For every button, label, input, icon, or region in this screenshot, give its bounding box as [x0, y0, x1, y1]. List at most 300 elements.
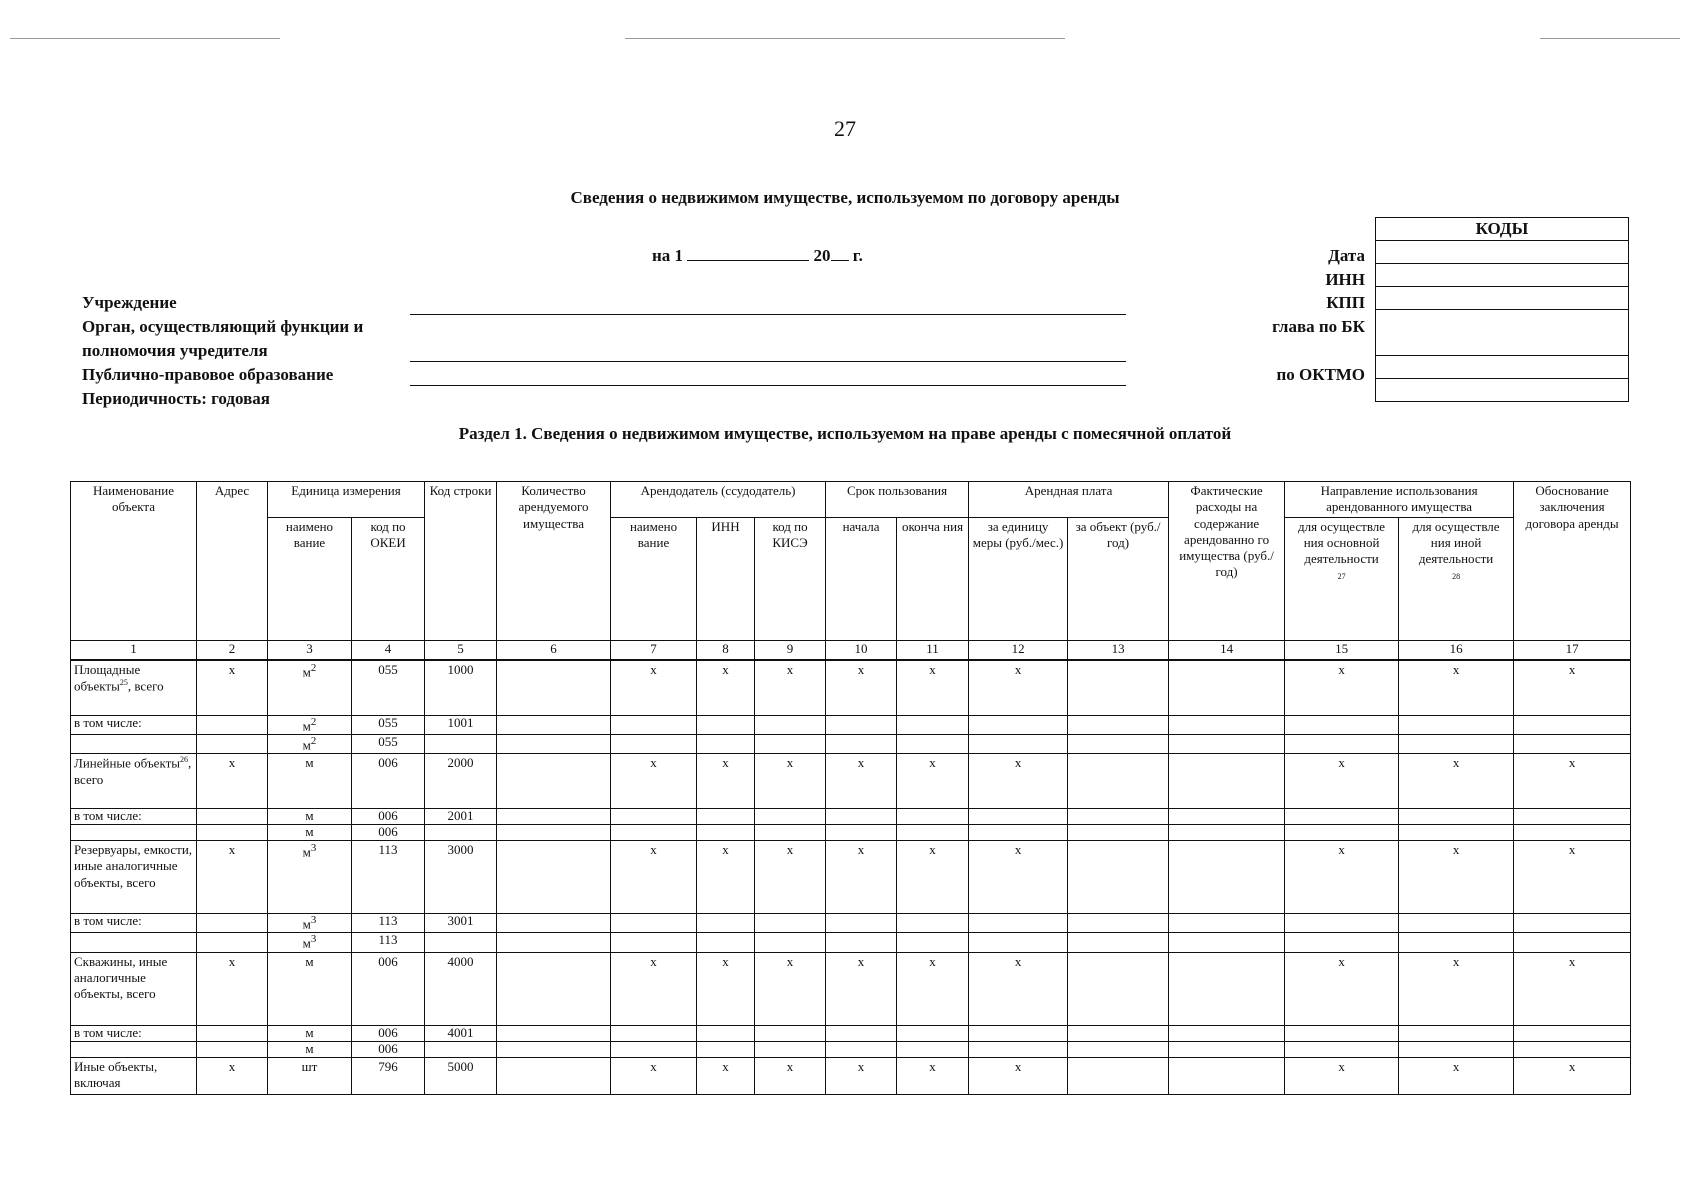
input-cell[interactable] — [611, 914, 697, 933]
codes-date-cell[interactable] — [1376, 241, 1629, 264]
mark-cell: х — [1514, 754, 1631, 809]
table-row-2001 — [71, 809, 1631, 825]
input-cell[interactable] — [897, 1041, 969, 1057]
including-label: в том числе: — [71, 1025, 197, 1041]
table-row-5000 — [71, 1057, 1631, 1094]
input-cell[interactable] — [1514, 809, 1631, 825]
founder-body-field[interactable] — [410, 361, 1126, 362]
codes-inn-cell[interactable] — [1376, 264, 1629, 287]
date-month-blank[interactable] — [687, 246, 809, 261]
line-code-cell: 3001 — [425, 914, 497, 933]
input-cell[interactable] — [755, 1041, 826, 1057]
okei-cell: 055 — [352, 660, 425, 716]
input-cell[interactable] — [1514, 734, 1631, 753]
object-name-cell: Скважины, иные аналогичные объекты, всего — [71, 952, 197, 1025]
header-address: Адрес — [197, 482, 268, 641]
input-cell[interactable] — [697, 734, 755, 753]
input-cell[interactable] — [697, 1041, 755, 1057]
column-number: 14 — [1169, 640, 1285, 660]
okei-cell: 006 — [352, 1025, 425, 1041]
mark-cell: х — [1285, 952, 1399, 1025]
line-code-cell: 2001 — [425, 809, 497, 825]
table-row-1000 — [71, 660, 1631, 716]
table-row-4000 — [71, 952, 1631, 1025]
input-cell[interactable] — [697, 715, 755, 734]
object-name-text: Площадные объекты — [74, 661, 141, 694]
line-code-cell: 4001 — [425, 1025, 497, 1041]
header-quantity: Количество арендуемого имущества — [497, 482, 611, 641]
unit-cell — [268, 841, 352, 914]
input-cell[interactable] — [1169, 933, 1285, 952]
input-cell[interactable] — [1285, 914, 1399, 933]
footnote-mark: 25 — [119, 677, 128, 687]
input-cell[interactable] — [611, 734, 697, 753]
input-cell[interactable] — [1514, 1025, 1631, 1041]
input-cell[interactable] — [1399, 809, 1514, 825]
input-cell[interactable] — [197, 825, 268, 841]
unit-text: м — [302, 737, 311, 753]
unit-cell: м — [268, 1041, 352, 1057]
input-cell[interactable] — [969, 809, 1068, 825]
unit-cell: м — [268, 825, 352, 841]
okei-cell: 055 — [352, 715, 425, 734]
input-cell[interactable] — [1169, 660, 1285, 716]
mark-cell: х — [197, 952, 268, 1025]
mark-cell: х — [969, 952, 1068, 1025]
input-cell[interactable] — [1514, 914, 1631, 933]
institution-label: Учреждение — [82, 293, 177, 312]
input-cell[interactable] — [611, 825, 697, 841]
input-cell[interactable] — [897, 734, 969, 753]
unit-cell: м — [268, 1025, 352, 1041]
header-usage-other — [1399, 517, 1514, 640]
input-cell[interactable] — [1399, 933, 1514, 952]
input-cell[interactable] — [755, 809, 826, 825]
unit-cell — [268, 734, 352, 753]
input-cell[interactable] — [1399, 825, 1514, 841]
header-usage-other-text: для осуществле ния иной деятельности — [1412, 518, 1500, 566]
input-cell[interactable] — [969, 715, 1068, 734]
input-cell[interactable] — [197, 1025, 268, 1041]
okei-cell: 113 — [352, 914, 425, 933]
table-row-4001-extra — [71, 1041, 1631, 1057]
unit-text: м — [302, 916, 311, 932]
column-number: 15 — [1285, 640, 1399, 660]
footnote-mark: 26 — [180, 755, 189, 765]
mark-cell: х — [1399, 841, 1514, 914]
input-cell[interactable] — [1514, 933, 1631, 952]
codes-inn-label: ИНН — [1325, 270, 1365, 289]
input-cell[interactable] — [1285, 933, 1399, 952]
input-cell[interactable] — [425, 825, 497, 841]
input-cell[interactable] — [755, 914, 826, 933]
column-number: 6 — [497, 640, 611, 660]
footnote-mark: 28 — [1452, 572, 1461, 582]
input-cell[interactable] — [1399, 734, 1514, 753]
okei-cell: 006 — [352, 754, 425, 809]
codes-kpp-cell[interactable] — [1376, 287, 1629, 310]
founder-body-label: Орган, осуществляющий функции и — [82, 317, 364, 336]
input-cell[interactable] — [826, 715, 897, 734]
mark-cell: х — [1285, 754, 1399, 809]
input-cell[interactable] — [826, 734, 897, 753]
input-cell[interactable] — [969, 825, 1068, 841]
input-cell[interactable] — [1068, 1057, 1169, 1094]
mark-cell: х — [897, 1057, 969, 1094]
codes-extra-cell[interactable] — [1376, 379, 1629, 402]
input-cell[interactable] — [1068, 1041, 1169, 1057]
input-cell[interactable] — [497, 660, 611, 716]
including-label: в том числе: — [71, 809, 197, 825]
mark-cell: х — [611, 660, 697, 716]
header-rent: Арендная плата — [969, 482, 1169, 518]
mark-cell: х — [197, 754, 268, 809]
mark-cell: х — [826, 1057, 897, 1094]
mark-cell: х — [1399, 660, 1514, 716]
codes-date-label: Дата — [1328, 246, 1365, 265]
input-cell[interactable] — [1068, 660, 1169, 716]
input-cell[interactable] — [1285, 715, 1399, 734]
column-number: 3 — [268, 640, 352, 660]
header-okei-code: код по ОКЕИ — [352, 517, 425, 640]
input-cell[interactable] — [969, 933, 1068, 952]
mark-cell: х — [1514, 660, 1631, 716]
input-cell[interactable] — [1514, 1041, 1631, 1057]
input-cell[interactable] — [497, 952, 611, 1025]
input-cell[interactable] — [1399, 914, 1514, 933]
input-cell[interactable] — [755, 715, 826, 734]
header-lessor-inn: ИНН — [697, 517, 755, 640]
table-row-4001 — [71, 1025, 1631, 1041]
unit-cell — [268, 914, 352, 933]
date-year: 20 — [813, 246, 831, 265]
line-code-cell: 5000 — [425, 1057, 497, 1094]
unit-cell — [268, 715, 352, 734]
mark-cell: х — [697, 754, 755, 809]
report-date-line — [652, 246, 863, 266]
input-cell[interactable] — [755, 734, 826, 753]
input-cell[interactable] — [1068, 754, 1169, 809]
column-number: 13 — [1068, 640, 1169, 660]
input-cell[interactable] — [71, 933, 197, 952]
input-cell[interactable] — [497, 734, 611, 753]
input-cell[interactable] — [197, 914, 268, 933]
input-cell[interactable] — [71, 1041, 197, 1057]
input-cell[interactable] — [1169, 841, 1285, 914]
footnote-mark: 27 — [1337, 572, 1346, 582]
input-cell[interactable] — [826, 1041, 897, 1057]
codes-oktmo-cell[interactable] — [1376, 356, 1629, 379]
input-cell[interactable] — [497, 933, 611, 952]
input-cell[interactable] — [497, 1057, 611, 1094]
mark-cell: х — [1399, 1057, 1514, 1094]
input-cell[interactable] — [497, 914, 611, 933]
input-cell[interactable] — [755, 1025, 826, 1041]
input-cell[interactable] — [611, 1041, 697, 1057]
unit-exponent: 3 — [310, 842, 317, 855]
unit-text: м — [302, 844, 311, 860]
date-year-blank[interactable] — [831, 246, 849, 261]
mark-cell: х — [826, 660, 897, 716]
codes-bk-cell[interactable] — [1376, 310, 1629, 356]
unit-exponent: 2 — [310, 661, 317, 674]
mark-cell: х — [969, 660, 1068, 716]
column-number: 9 — [755, 640, 826, 660]
header-line-code: Код строки — [425, 482, 497, 641]
input-cell[interactable] — [197, 1041, 268, 1057]
mark-cell: х — [969, 754, 1068, 809]
table-row-3001-extra — [71, 933, 1631, 952]
input-cell[interactable] — [897, 809, 969, 825]
mark-cell: х — [897, 754, 969, 809]
input-cell[interactable] — [1068, 841, 1169, 914]
unit-exponent: 3 — [310, 933, 317, 946]
input-cell[interactable] — [1169, 734, 1285, 753]
mark-cell: х — [826, 754, 897, 809]
unit-exponent: 2 — [310, 734, 317, 747]
header-rent-per-object: за объект (руб./год) — [1068, 517, 1169, 640]
input-cell[interactable] — [897, 715, 969, 734]
header-kise-code: код по КИСЭ — [755, 517, 826, 640]
mark-cell: х — [1514, 952, 1631, 1025]
header-basis: Обоснование заключения договора аренды — [1514, 482, 1631, 641]
mark-cell: х — [1514, 841, 1631, 914]
codes-box — [1375, 217, 1629, 402]
input-cell[interactable] — [969, 1025, 1068, 1041]
input-cell[interactable] — [1285, 1041, 1399, 1057]
mark-cell: х — [697, 660, 755, 716]
mark-cell: х — [1285, 1057, 1399, 1094]
okei-cell: 113 — [352, 933, 425, 952]
table-row-1001-extra — [71, 734, 1631, 753]
input-cell[interactable] — [697, 825, 755, 841]
input-cell[interactable] — [897, 914, 969, 933]
date-prefix: на 1 — [652, 246, 684, 265]
input-cell[interactable] — [1068, 809, 1169, 825]
input-cell[interactable] — [755, 825, 826, 841]
input-cell[interactable] — [826, 1025, 897, 1041]
input-cell[interactable] — [611, 715, 697, 734]
mark-cell: х — [1285, 660, 1399, 716]
document-title: Сведения о недвижимом имуществе, используемом по договору аренды — [570, 188, 1120, 207]
column-number: 4 — [352, 640, 425, 660]
object-name-cell — [71, 660, 197, 716]
input-cell[interactable] — [497, 715, 611, 734]
unit-cell: м — [268, 952, 352, 1025]
input-cell[interactable] — [425, 933, 497, 952]
input-cell[interactable] — [755, 933, 826, 952]
mark-cell: х — [969, 841, 1068, 914]
input-cell[interactable] — [611, 933, 697, 952]
scan-artifact-line — [1540, 38, 1680, 39]
header-term-end: оконча ния — [897, 517, 969, 640]
mark-cell: х — [697, 1057, 755, 1094]
header-lessor-name: наимено вание — [611, 517, 697, 640]
input-cell[interactable] — [826, 933, 897, 952]
column-number: 8 — [697, 640, 755, 660]
line-code-cell: 2000 — [425, 754, 497, 809]
table-row-2000 — [71, 754, 1631, 809]
okei-cell: 006 — [352, 952, 425, 1025]
input-cell[interactable] — [497, 841, 611, 914]
header-term-start: начала — [826, 517, 897, 640]
object-name-cell: Резервуары, емкости, иные аналогичные объекты, всего — [71, 841, 197, 914]
mark-cell: х — [611, 754, 697, 809]
unit-text: м — [302, 935, 311, 951]
line-code-cell: 4000 — [425, 952, 497, 1025]
mark-cell: х — [897, 660, 969, 716]
input-cell[interactable] — [1068, 914, 1169, 933]
input-cell[interactable] — [969, 734, 1068, 753]
founder-body-label-cont: полномочия учредителя — [82, 341, 268, 360]
line-code-cell: 1000 — [425, 660, 497, 716]
input-cell[interactable] — [1169, 1025, 1285, 1041]
input-cell[interactable] — [1068, 825, 1169, 841]
table-row-3001 — [71, 914, 1631, 933]
table-row-3000 — [71, 841, 1631, 914]
mark-cell: х — [755, 1057, 826, 1094]
codes-oktmo-label: по ОКТМО — [1276, 365, 1365, 384]
input-cell[interactable] — [611, 1025, 697, 1041]
input-cell[interactable] — [1285, 734, 1399, 753]
header-term: Срок пользования — [826, 482, 969, 518]
mark-cell: х — [755, 952, 826, 1025]
okei-cell: 055 — [352, 734, 425, 753]
input-cell[interactable] — [71, 734, 197, 753]
input-cell[interactable] — [897, 825, 969, 841]
unit-exponent: 3 — [310, 914, 317, 927]
input-cell[interactable] — [611, 809, 697, 825]
input-cell[interactable] — [197, 734, 268, 753]
unit-cell — [268, 660, 352, 716]
input-cell[interactable] — [897, 1025, 969, 1041]
column-numbers-row — [71, 640, 1631, 660]
input-cell[interactable] — [697, 914, 755, 933]
mark-cell: х — [826, 841, 897, 914]
input-cell[interactable] — [1399, 1025, 1514, 1041]
input-cell[interactable] — [1399, 1041, 1514, 1057]
input-cell[interactable] — [71, 825, 197, 841]
okei-cell: 006 — [352, 825, 425, 841]
input-cell[interactable] — [197, 809, 268, 825]
input-cell[interactable] — [497, 809, 611, 825]
header-object-name: Наименование объекта — [71, 482, 197, 641]
codes-header: КОДЫ — [1376, 218, 1629, 241]
input-cell[interactable] — [497, 1025, 611, 1041]
line-code-cell: 3000 — [425, 841, 497, 914]
input-cell[interactable] — [1068, 734, 1169, 753]
input-cell[interactable] — [1399, 715, 1514, 734]
mark-cell: х — [197, 841, 268, 914]
input-cell[interactable] — [1169, 809, 1285, 825]
mark-cell: х — [755, 841, 826, 914]
input-cell[interactable] — [1068, 933, 1169, 952]
unit-text: м — [302, 663, 311, 679]
input-cell[interactable] — [697, 933, 755, 952]
input-cell[interactable] — [826, 825, 897, 841]
header-usage-main — [1285, 517, 1399, 640]
mark-cell: х — [197, 1057, 268, 1094]
input-cell[interactable] — [497, 825, 611, 841]
input-cell[interactable] — [197, 715, 268, 734]
mark-cell: х — [826, 952, 897, 1025]
page-number: 27 — [834, 116, 856, 141]
column-number: 16 — [1399, 640, 1514, 660]
input-cell[interactable] — [425, 734, 497, 753]
column-number: 10 — [826, 640, 897, 660]
lease-table — [70, 481, 1631, 1095]
input-cell[interactable] — [1169, 914, 1285, 933]
header-lessor: Арендодатель (ссудодатель) — [611, 482, 826, 518]
input-cell[interactable] — [1169, 952, 1285, 1025]
mark-cell: х — [697, 952, 755, 1025]
mark-cell: х — [755, 660, 826, 716]
input-cell[interactable] — [1169, 715, 1285, 734]
header-rent-per-unit: за единицу меры (руб./мес.) — [969, 517, 1068, 640]
input-cell[interactable] — [1068, 952, 1169, 1025]
input-cell[interactable] — [1169, 825, 1285, 841]
column-number: 12 — [969, 640, 1068, 660]
input-cell[interactable] — [826, 809, 897, 825]
input-cell[interactable] — [497, 1041, 611, 1057]
input-cell[interactable] — [1514, 825, 1631, 841]
okei-cell: 006 — [352, 1041, 425, 1057]
input-cell[interactable] — [497, 754, 611, 809]
object-name-cell: Иные объекты, включая — [71, 1057, 197, 1094]
input-cell[interactable] — [1285, 1025, 1399, 1041]
input-cell[interactable] — [697, 809, 755, 825]
unit-cell: шт — [268, 1057, 352, 1094]
unit-cell — [268, 933, 352, 952]
mark-cell: х — [611, 841, 697, 914]
header-unit-name: наимено вание — [268, 517, 352, 640]
table-row-1001 — [71, 715, 1631, 734]
input-cell[interactable] — [425, 1041, 497, 1057]
mark-cell: х — [1285, 841, 1399, 914]
including-label: в том числе: — [71, 914, 197, 933]
table-subheader-row — [71, 517, 1631, 640]
input-cell[interactable] — [1068, 715, 1169, 734]
institution-field[interactable] — [410, 314, 1126, 315]
input-cell[interactable] — [1169, 1041, 1285, 1057]
input-cell[interactable] — [826, 914, 897, 933]
scan-artifact-line — [10, 38, 280, 39]
mark-cell: х — [755, 754, 826, 809]
input-cell[interactable] — [1285, 825, 1399, 841]
object-name-text: Линейные объекты — [74, 755, 181, 771]
input-cell[interactable] — [1068, 1025, 1169, 1041]
input-cell[interactable] — [1285, 809, 1399, 825]
mark-cell: х — [197, 660, 268, 716]
table-row-2001-extra — [71, 825, 1631, 841]
header-unit: Единица измерения — [268, 482, 425, 518]
input-cell[interactable] — [897, 933, 969, 952]
unit-cell: м — [268, 809, 352, 825]
public-entity-field[interactable] — [410, 385, 1126, 386]
input-cell[interactable] — [969, 914, 1068, 933]
public-entity-label: Публично-правовое образование — [82, 365, 334, 384]
input-cell[interactable] — [1169, 1057, 1285, 1094]
input-cell[interactable] — [1169, 754, 1285, 809]
mark-cell: х — [611, 1057, 697, 1094]
header-actual-costs: Фактические расходы на содержание арендованно го имущества (руб./год) — [1169, 482, 1285, 641]
codes-bk-label: глава по БК — [1272, 317, 1365, 336]
input-cell[interactable] — [197, 933, 268, 952]
input-cell[interactable] — [1514, 715, 1631, 734]
object-name-cell — [71, 754, 197, 809]
input-cell[interactable] — [969, 1041, 1068, 1057]
input-cell[interactable] — [697, 1025, 755, 1041]
